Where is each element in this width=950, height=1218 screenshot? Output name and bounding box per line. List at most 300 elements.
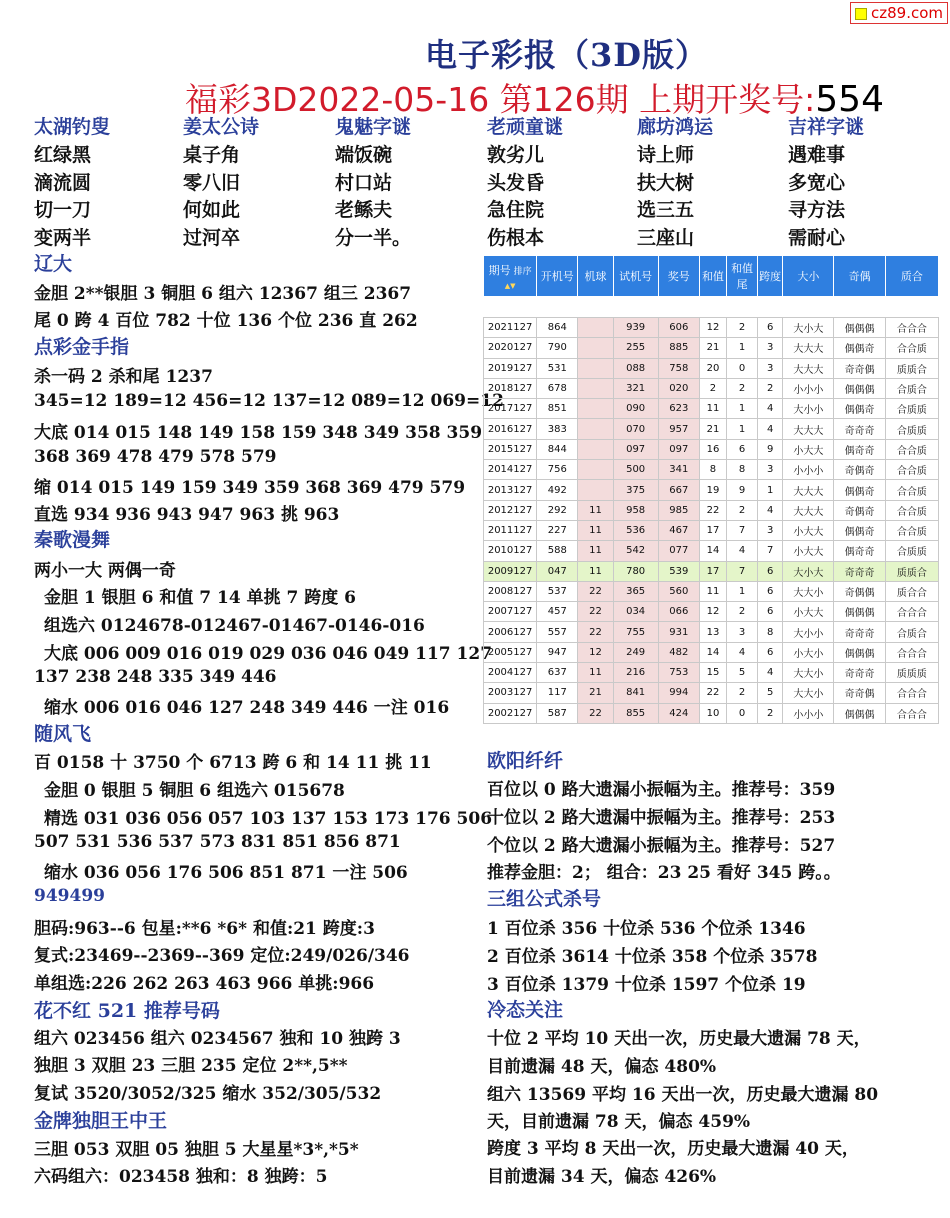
table-cell: 11 — [699, 581, 726, 601]
text-line: 三胆 053 双胆 05 独胆 5 大星星*3*,*5* — [34, 1140, 359, 1160]
site-badge[interactable] — [850, 2, 948, 24]
riddle-line: 滴流圆 — [34, 171, 92, 194]
table-row — [484, 419, 939, 439]
text-line: 十位以 2 路大遗漏中振幅为主。推荐号：253 — [487, 808, 836, 828]
table-cell: 2002127 — [484, 703, 537, 723]
table-header-cell: 机球 — [578, 256, 613, 297]
table-cell: 11 — [578, 663, 613, 683]
table-header-cell: 奇偶 — [834, 256, 885, 297]
table-cell: 939 — [613, 318, 658, 338]
table-cell: 大小大 — [783, 561, 834, 581]
table-cell: 383 — [537, 419, 578, 439]
text-line: 杀一码 2 杀和尾 1237 — [34, 367, 213, 387]
table-cell: 质合合 — [885, 581, 938, 601]
sec-suifeng-title: 随风飞 — [34, 723, 92, 745]
table-cell: 457 — [537, 602, 578, 622]
table-cell: 15 — [699, 663, 726, 683]
text-line: 精选 031 036 056 057 103 137 153 173 176 506 — [44, 809, 493, 829]
riddle-line: 诗上师 — [637, 144, 695, 166]
table-cell: 4 — [758, 399, 783, 419]
table-row — [484, 338, 939, 358]
text-line: 1 百位杀 356 十位杀 536 个位杀 1346 — [487, 919, 806, 939]
table-cell: 20 — [699, 358, 726, 378]
text-line: 137 238 248 335 349 446 — [34, 667, 277, 687]
riddle-line: 老鲧夫 — [335, 199, 393, 221]
table-row — [484, 460, 939, 480]
table-cell: 097 — [658, 439, 699, 459]
table-cell: 12 — [578, 642, 613, 662]
riddle-author: 老顽童谜 — [487, 116, 564, 138]
table-cell: 11 — [699, 399, 726, 419]
table-cell: 2019127 — [484, 358, 537, 378]
table-cell: 0 — [727, 703, 758, 723]
table-cell: 492 — [537, 480, 578, 500]
table-cell: 560 — [658, 581, 699, 601]
riddle-line: 零八旧 — [183, 171, 241, 194]
table-cell: 117 — [537, 683, 578, 703]
table-cell: 9 — [727, 480, 758, 500]
riddle-line: 多宽心 — [788, 171, 846, 194]
text-line: 跨度 3 平均 8 天出一次，历史最大遗漏 40 天， — [487, 1139, 859, 1159]
table-cell: 2016127 — [484, 419, 537, 439]
riddle-author: 太湖钓叟 — [34, 116, 111, 138]
sec-huabuhong-title: 花不红 521 推荐号码 — [34, 1000, 220, 1022]
table-cell: 606 — [658, 318, 699, 338]
riddle-line: 红绿黑 — [34, 144, 92, 166]
table-cell: 14 — [699, 642, 726, 662]
table-cell: 2 — [727, 500, 758, 520]
table-cell: 958 — [613, 500, 658, 520]
table-cell: 奇奇奇 — [834, 663, 885, 683]
table-row — [484, 378, 939, 398]
text-line: 复式:23469--2369--369 定位:249/026/346 — [34, 946, 410, 966]
sort-arrows-icon[interactable]: ▲▼ — [504, 281, 516, 290]
table-cell: 合质合 — [885, 378, 938, 398]
table-cell: 21 — [699, 338, 726, 358]
text-line: 缩 014 015 149 159 349 359 368 369 479 579 — [34, 478, 466, 498]
table-cell: 1 — [727, 399, 758, 419]
table-cell: 11 — [578, 500, 613, 520]
table-row — [484, 622, 939, 642]
table-header-cell: 和值 — [699, 256, 726, 297]
table-cell: 12 — [699, 602, 726, 622]
riddle-line: 切一刀 — [34, 199, 92, 221]
table-cell: 6 — [758, 602, 783, 622]
table-gap-row — [484, 297, 939, 318]
table-header-cell: 奖号 — [658, 256, 699, 297]
table-cell: 17 — [699, 561, 726, 581]
table-cell: 小大大 — [783, 520, 834, 540]
table-cell: 667 — [658, 480, 699, 500]
table-cell: 841 — [613, 683, 658, 703]
table-cell — [578, 439, 613, 459]
table-cell: 22 — [699, 500, 726, 520]
table-cell: 3 — [758, 460, 783, 480]
table-row — [484, 561, 939, 581]
table-cell: 3 — [758, 338, 783, 358]
table-cell: 2018127 — [484, 378, 537, 398]
text-line: 直选 934 936 943 947 963 挑 963 — [34, 505, 340, 525]
table-cell: 2 — [758, 703, 783, 723]
table-cell: 奇奇偶 — [834, 358, 885, 378]
text-line: 组六 13569 平均 16 天出一次，历史最大遗漏 80 — [487, 1085, 879, 1105]
table-cell: 小大大 — [783, 439, 834, 459]
sec-gold-title: 金牌独胆王中王 — [34, 1110, 168, 1132]
table-row — [484, 581, 939, 601]
table-cell: 2012127 — [484, 500, 537, 520]
riddle-line: 需耐心 — [788, 226, 846, 249]
table-cell: 097 — [613, 439, 658, 459]
table-header-cell: 试机号 — [613, 256, 658, 297]
table-cell: 375 — [613, 480, 658, 500]
table-cell: 623 — [658, 399, 699, 419]
table-cell: 292 — [537, 500, 578, 520]
table-row — [484, 642, 939, 662]
riddle-line: 遇难事 — [788, 144, 846, 166]
table-cell: 2009127 — [484, 561, 537, 581]
table-cell: 2006127 — [484, 622, 537, 642]
table-header-cell: 开机号 — [537, 256, 578, 297]
table-header-cell: 跨度 — [758, 256, 783, 297]
table-cell: 14 — [699, 541, 726, 561]
table-cell: 424 — [658, 703, 699, 723]
table-cell: 931 — [658, 622, 699, 642]
table-cell: 小大大 — [783, 602, 834, 622]
table-cell: 542 — [613, 541, 658, 561]
table-cell: 994 — [658, 683, 699, 703]
table-cell: 奇奇奇 — [834, 561, 885, 581]
table-cell — [578, 338, 613, 358]
table-cell: 2014127 — [484, 460, 537, 480]
table-cell: 864 — [537, 318, 578, 338]
table-cell: 755 — [613, 622, 658, 642]
table-cell: 2 — [727, 318, 758, 338]
sec-formula-title: 三组公式杀号 — [487, 888, 602, 910]
table-cell: 8 — [758, 622, 783, 642]
text-line: 百位以 0 路大遗漏小振幅为主。推荐号：359 — [487, 780, 836, 800]
table-cell — [578, 378, 613, 398]
table-cell: 小大小 — [783, 642, 834, 662]
table-cell: 557 — [537, 622, 578, 642]
sec-949499-title: 949499 — [34, 886, 105, 906]
text-line: 两小一大 两偶一奇 — [34, 561, 176, 581]
riddle-author: 鬼魅字谜 — [335, 116, 412, 138]
table-cell: 588 — [537, 541, 578, 561]
table-cell: 合合质 — [885, 460, 938, 480]
table-cell: 19 — [699, 480, 726, 500]
table-row — [484, 602, 939, 622]
text-line: 368 369 478 479 578 579 — [34, 447, 277, 467]
table-cell: 1 — [727, 419, 758, 439]
riddle-line: 过河卒 — [183, 226, 241, 249]
text-line: 十位 2 平均 10 天出一次，历史最大遗漏 78 天， — [487, 1029, 871, 1049]
table-cell: 11 — [578, 561, 613, 581]
table-cell: 22 — [578, 622, 613, 642]
riddle-line: 端饭碗 — [335, 144, 393, 166]
table-cell: 2010127 — [484, 541, 537, 561]
table-cell: 2 — [727, 602, 758, 622]
table-header-cell[interactable] — [484, 256, 537, 297]
table-cell: 047 — [537, 561, 578, 581]
table-cell: 216 — [613, 663, 658, 683]
table-cell: 2007127 — [484, 602, 537, 622]
table-cell: 482 — [658, 642, 699, 662]
table-cell: 780 — [613, 561, 658, 581]
table-cell: 大小大 — [783, 318, 834, 338]
sec-liaoda-title: 辽大 — [34, 253, 73, 275]
table-cell: 2 — [727, 378, 758, 398]
table-row — [484, 663, 939, 683]
table-cell: 大小小 — [783, 399, 834, 419]
table-cell: 奇奇奇 — [834, 419, 885, 439]
riddle-line: 敦劣儿 — [487, 144, 545, 166]
table-cell: 奇奇偶 — [834, 683, 885, 703]
table-cell: 2008127 — [484, 581, 537, 601]
text-line: 507 531 536 537 573 831 851 856 871 — [34, 832, 401, 852]
table-cell: 6 — [758, 318, 783, 338]
table-cell: 11 — [578, 520, 613, 540]
table-cell: 885 — [658, 338, 699, 358]
table-cell: 16 — [699, 439, 726, 459]
table-cell: 321 — [613, 378, 658, 398]
table-cell: 790 — [537, 338, 578, 358]
table-cell: 2 — [727, 683, 758, 703]
table-cell: 2013127 — [484, 480, 537, 500]
table-cell: 合合合 — [885, 318, 938, 338]
table-cell: 1 — [758, 480, 783, 500]
table-cell: 合质合 — [885, 622, 938, 642]
badge-square-icon — [855, 8, 867, 20]
table-cell: 2017127 — [484, 399, 537, 419]
table-cell: 偶偶偶 — [834, 378, 885, 398]
table-cell: 070 — [613, 419, 658, 439]
table-cell: 合合质 — [885, 338, 938, 358]
text-line: 2 百位杀 3614 十位杀 358 个位杀 3578 — [487, 947, 818, 967]
table-cell: 合质质 — [885, 399, 938, 419]
table-cell: 22 — [578, 602, 613, 622]
table-cell: 4 — [727, 541, 758, 561]
table-cell: 536 — [613, 520, 658, 540]
table-cell: 678 — [537, 378, 578, 398]
table-cell: 合合合 — [885, 602, 938, 622]
table-cell: 0 — [727, 358, 758, 378]
riddle-line: 变两半 — [34, 226, 92, 249]
table-cell: 637 — [537, 663, 578, 683]
table-cell: 4 — [758, 419, 783, 439]
table-cell — [578, 318, 613, 338]
text-line: 尾 0 跨 4 百位 782 十位 136 个位 236 直 262 — [34, 311, 418, 331]
table-cell: 大大小 — [783, 663, 834, 683]
table-cell: 9 — [758, 439, 783, 459]
table-cell: 5 — [727, 663, 758, 683]
table-cell: 3 — [758, 358, 783, 378]
table-row — [484, 399, 939, 419]
table-cell: 偶偶奇 — [834, 338, 885, 358]
riddle-line: 村口站 — [335, 171, 393, 194]
text-line: 金胆 1 银胆 6 和值 7 14 单挑 7 跨度 6 — [44, 588, 356, 608]
text-line: 独胆 3 双胆 23 三胆 235 定位 2**,5** — [34, 1056, 348, 1076]
page-title: 电子彩报（3D版） — [425, 36, 709, 74]
table-cell: 偶偶奇 — [834, 480, 885, 500]
table-cell: 10 — [699, 703, 726, 723]
table-cell: 大大大 — [783, 480, 834, 500]
text-line: 六码组六：023458 独和：8 独跨：5 — [34, 1167, 328, 1187]
gap-cell — [484, 297, 939, 318]
table-cell: 2020127 — [484, 338, 537, 358]
table-cell: 957 — [658, 419, 699, 439]
table-cell — [578, 460, 613, 480]
table-cell: 偶偶偶 — [834, 703, 885, 723]
table-cell: 奇偶奇 — [834, 460, 885, 480]
text-line: 天，目前遗漏 78 天，偏态 459% — [487, 1112, 751, 1132]
table-cell: 偶偶偶 — [834, 642, 885, 662]
table-row — [484, 358, 939, 378]
history-table — [483, 255, 939, 724]
table-cell: 大小小 — [783, 622, 834, 642]
table-cell: 合合合 — [885, 683, 938, 703]
table-cell — [578, 419, 613, 439]
table-row — [484, 703, 939, 723]
riddle-line: 何如此 — [183, 199, 241, 221]
table-cell: 2 — [758, 378, 783, 398]
table-cell: 偶偶偶 — [834, 602, 885, 622]
table-cell: 4 — [758, 663, 783, 683]
table-cell: 12 — [699, 318, 726, 338]
last-number: 554 — [815, 79, 884, 120]
table-cell: 4 — [727, 642, 758, 662]
riddle-line: 分一半。 — [335, 226, 412, 249]
table-cell: 1 — [727, 338, 758, 358]
table-cell: 小小小 — [783, 378, 834, 398]
table-cell: 2015127 — [484, 439, 537, 459]
table-row — [484, 541, 939, 561]
table-header-cell: 大小 — [783, 256, 834, 297]
table-cell: 090 — [613, 399, 658, 419]
table-cell: 偶偶奇 — [834, 520, 885, 540]
table-cell: 偶奇奇 — [834, 439, 885, 459]
sort-label[interactable]: 排序 — [513, 266, 532, 277]
table-cell: 6 — [727, 439, 758, 459]
table-header-cell: 质合 — [885, 256, 938, 297]
table-row — [484, 500, 939, 520]
table-cell: 3 — [727, 622, 758, 642]
table-cell: 365 — [613, 581, 658, 601]
table-cell: 8 — [727, 460, 758, 480]
table-body — [484, 297, 939, 724]
table-cell: 756 — [537, 460, 578, 480]
table-row — [484, 480, 939, 500]
table-cell: 偶奇奇 — [834, 541, 885, 561]
text-line: 单组选:226 262 263 463 966 单挑:966 — [34, 974, 375, 994]
table-cell — [578, 358, 613, 378]
table-cell: 22 — [699, 683, 726, 703]
riddle-author: 吉祥字谜 — [788, 116, 865, 138]
riddle-line: 选三五 — [637, 199, 695, 221]
text-line: 推荐金胆：2； 组合：23 25 看好 345 跨。。 — [487, 863, 841, 883]
table-cell: 2 — [699, 378, 726, 398]
table-cell: 531 — [537, 358, 578, 378]
sec-finger-title: 点彩金手指 — [34, 336, 130, 358]
issue-text: 福彩3D2022-05-16 第126期 上期开奖号: — [185, 80, 816, 119]
table-cell: 小小小 — [783, 703, 834, 723]
text-line: 目前遗漏 48 天，偏态 480% — [487, 1057, 717, 1077]
table-row — [484, 439, 939, 459]
table-cell: 985 — [658, 500, 699, 520]
table-cell: 758 — [658, 358, 699, 378]
table-cell: 587 — [537, 703, 578, 723]
text-line: 百 0158 十 3750 个 6713 跨 6 和 14 11 挑 11 — [34, 753, 432, 773]
table-cell: 539 — [658, 561, 699, 581]
table-cell: 844 — [537, 439, 578, 459]
table-cell: 034 — [613, 602, 658, 622]
table-cell: 大大大 — [783, 358, 834, 378]
riddle-line: 寻方法 — [788, 199, 846, 221]
table-cell: 22 — [578, 703, 613, 723]
text-line: 大底 006 009 016 019 029 036 046 049 117 127 — [44, 644, 493, 664]
table-cell: 17 — [699, 520, 726, 540]
table-cell: 合合质 — [885, 439, 938, 459]
riddle-line: 伤根本 — [487, 226, 545, 249]
table-cell: 341 — [658, 460, 699, 480]
table-cell: 21 — [699, 419, 726, 439]
table-cell: 1 — [727, 581, 758, 601]
text-line: 组六 023456 组六 0234567 独和 10 独跨 3 — [34, 1029, 401, 1049]
table-header-row — [484, 256, 939, 297]
table-cell: 255 — [613, 338, 658, 358]
text-line: 金胆 0 银胆 5 铜胆 6 组选六 015678 — [44, 781, 345, 801]
riddle-line: 头发昏 — [487, 171, 545, 194]
text-line: 3 百位杀 1379 十位杀 1597 个位杀 19 — [487, 975, 806, 995]
riddle-author: 姜太公诗 — [183, 116, 260, 138]
table-cell: 2011127 — [484, 520, 537, 540]
table-cell: 2004127 — [484, 663, 537, 683]
riddle-line: 桌子角 — [183, 144, 241, 166]
table-cell: 3 — [758, 520, 783, 540]
table-cell: 11 — [578, 541, 613, 561]
table-cell — [578, 480, 613, 500]
table-cell: 2005127 — [484, 642, 537, 662]
table-cell: 小大大 — [783, 541, 834, 561]
table-cell: 537 — [537, 581, 578, 601]
riddle-author: 廊坊鸿运 — [637, 116, 714, 138]
riddle-line: 三座山 — [637, 226, 695, 249]
text-line: 胆码:963--6 包星:**6 *6* 和值:21 跨度:3 — [34, 919, 375, 939]
table-cell: 2003127 — [484, 683, 537, 703]
table-cell: 2021127 — [484, 318, 537, 338]
table-cell: 合合质 — [885, 520, 938, 540]
table-cell: 质质质 — [885, 663, 938, 683]
table-cell: 偶偶偶 — [834, 318, 885, 338]
text-line: 个位以 2 路大遗漏小振幅为主。推荐号：527 — [487, 836, 836, 856]
text-line: 金胆 2**银胆 3 铜胆 6 组六 12367 组三 2367 — [34, 284, 412, 304]
table-cell: 7 — [758, 541, 783, 561]
table-cell: 合合合 — [885, 642, 938, 662]
table-cell: 5 — [758, 683, 783, 703]
table-cell: 大大大 — [783, 338, 834, 358]
table-cell: 21 — [578, 683, 613, 703]
table-cell: 088 — [613, 358, 658, 378]
table-cell: 大大大 — [783, 500, 834, 520]
text-line: 缩水 006 016 046 127 248 349 446 一注 016 — [44, 698, 450, 718]
table-row — [484, 520, 939, 540]
table-cell: 合质质 — [885, 419, 938, 439]
table-cell: 249 — [613, 642, 658, 662]
sec-cold-title: 冷态关注 — [487, 999, 564, 1021]
table-cell: 020 — [658, 378, 699, 398]
table-cell: 质质合 — [885, 358, 938, 378]
table-cell: 6 — [758, 642, 783, 662]
sec-ouyang-title: 欧阳纤纤 — [487, 750, 564, 772]
